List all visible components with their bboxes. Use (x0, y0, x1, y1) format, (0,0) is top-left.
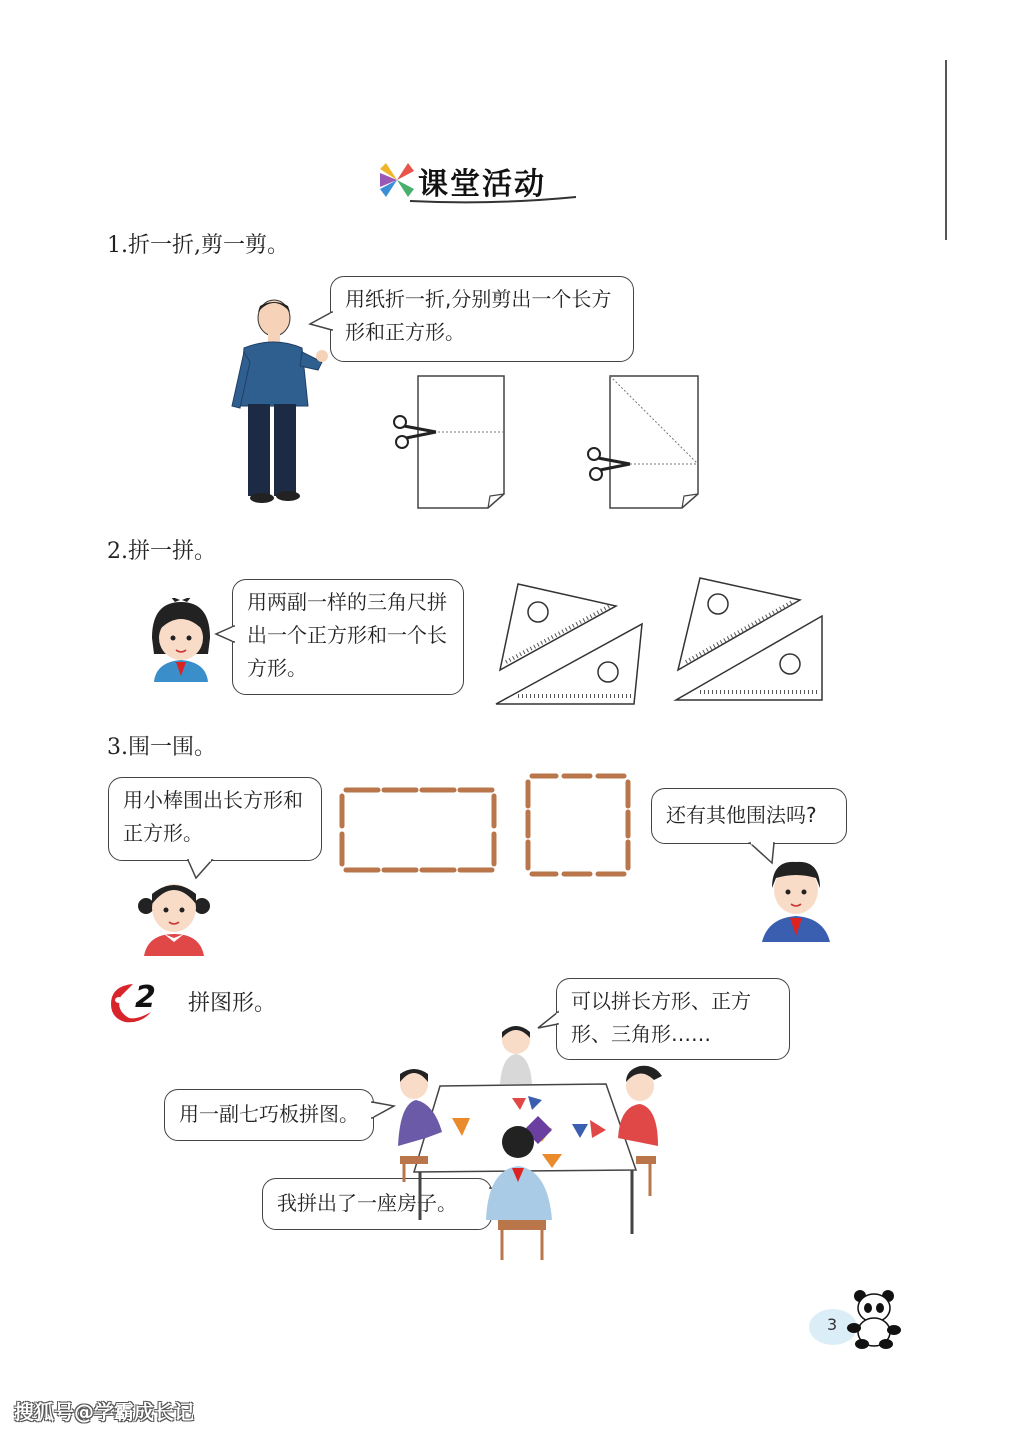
section-3-heading: 3.围一围。 (107, 735, 216, 760)
section-3-left-bubble-text: 用小棒围出长方形和正方形。 (123, 788, 303, 845)
stick-square (522, 770, 634, 880)
activity-title-block (378, 155, 578, 205)
exercise-2-heading: 拼图形。 (188, 991, 277, 1016)
page-title: 课堂活动 (418, 167, 546, 202)
section-2-heading: 2.拼一拼。 (107, 539, 216, 564)
panda-icon (846, 1288, 904, 1350)
exercise-2-left-bubble-text: 用一副七巧板拼图。 (179, 1102, 359, 1126)
page-number: 3 (827, 1315, 838, 1334)
set-squares-square (672, 572, 827, 708)
paper-square-fold (582, 372, 712, 514)
watermark-text: 搜狐号@学霸成长记 (14, 1400, 194, 1424)
boy-figure (760, 858, 832, 942)
section-1-bubble-text: 用纸折一折,分别剪出一个长方形和正方形。 (345, 287, 612, 344)
paper-rectangle-fold (388, 372, 518, 514)
stick-rectangle (336, 784, 500, 876)
exercise-2-left-speech-bubble (164, 1089, 374, 1141)
exercise-2-top-bubble-text: 可以拼长方形、正方形、三角形…… (571, 989, 751, 1046)
set-squares-rectangle (492, 576, 647, 708)
title-underline (408, 195, 578, 205)
section-2-speech-bubble (232, 579, 464, 695)
teacher-figure (222, 296, 332, 506)
girl-pigtails-figure (138, 876, 210, 956)
exercise-number: 2 (135, 980, 156, 1015)
girl-figure (148, 598, 214, 682)
section-3-left-speech-bubble (108, 777, 322, 861)
section-1-speech-bubble (330, 276, 634, 362)
section-2-bubble-text: 用两副一样的三角尺拼出一个正方形和一个长方形。 (247, 590, 447, 680)
pinwheel-icon (378, 161, 416, 199)
section-3-right-bubble-text: 还有其他围法吗? (666, 803, 817, 827)
section-3-right-speech-bubble (651, 788, 847, 844)
section-1-heading: 1.折一折,剪一剪。 (107, 233, 289, 258)
bubble-tail (214, 624, 236, 646)
exercise-2-bottom-bubble-text: 我拼出了一座房子。 (277, 1191, 457, 1215)
exercise-2-badge (107, 980, 167, 1024)
page-edge-line (945, 60, 947, 240)
tangram-table-scene (392, 1020, 682, 1268)
